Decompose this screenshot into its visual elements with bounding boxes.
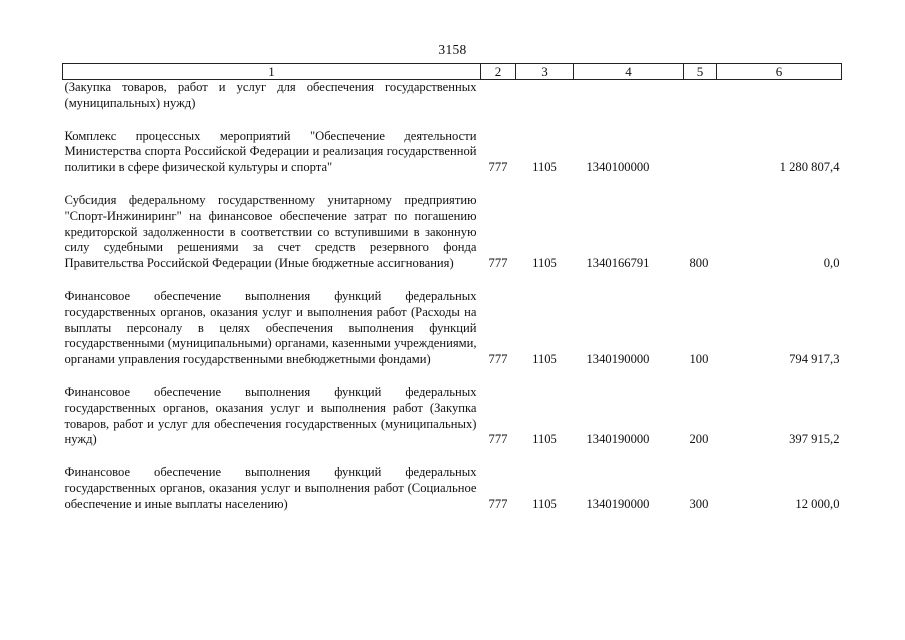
row-expense-type: 300	[689, 496, 709, 511]
row-section-code: 1105	[532, 432, 557, 447]
row-amount: 794 917,3	[789, 352, 840, 367]
row-description: Финансовое обеспечение выполнения функций федеральных государственных органов, оказания услуг и выполнения работ (Социальное обеспечение и иные выплаты населению)	[64, 465, 477, 511]
table-row	[63, 193, 842, 272]
row-spacer	[63, 112, 842, 129]
header-col-4: 4	[574, 64, 684, 80]
row-spacer	[63, 272, 842, 289]
row-target-code: 1340100000	[586, 160, 650, 175]
row-target-code: 1340166791	[586, 256, 650, 271]
row-target-code: 1340190000	[586, 496, 650, 511]
row-amount	[717, 80, 842, 112]
row-ministry-code: 777	[488, 496, 508, 511]
table-row	[63, 385, 842, 448]
row-ministry-code: 777	[488, 432, 508, 447]
row-amount: 0,0	[823, 256, 840, 271]
table-row	[63, 465, 842, 512]
row-description: Финансовое обеспечение выполнения функций федеральных государственных органов, оказания услуг и выполнения работ (Закупка товаров, работ и услуг для обеспечения государственных (муниципальных) нужд)	[64, 384, 477, 447]
row-spacer	[63, 448, 842, 465]
header-col-6: 6	[717, 64, 842, 80]
row-spacer	[63, 176, 842, 193]
header-col-5: 5	[684, 64, 717, 80]
row-section-code: 1105	[532, 496, 557, 511]
row-description: Комплекс процессных мероприятий "Обеспечение деятельности Министерства спорта Российской Федерации и реализация государственной политики в сфере физической культуры и спорта"	[64, 128, 477, 175]
table-row	[63, 289, 842, 368]
row-description: Финансовое обеспечение выполнения функций федеральных государственных органов, оказания услуг и выполнения работ (Расходы на выплаты персоналу в целях обеспечения выполнения функций государственными (муниципальными) органами, казенными учреждениями, органами управления государственными внебюджетными фондами)	[64, 288, 477, 367]
row-expense-type	[684, 80, 717, 112]
row-amount: 12 000,0	[795, 496, 840, 511]
row-target-code	[574, 80, 684, 112]
row-expense-type	[684, 129, 717, 176]
row-section-code: 1105	[532, 160, 557, 175]
row-ministry-code: 777	[488, 160, 508, 175]
row-expense-type: 200	[689, 432, 709, 447]
row-description: (Закупка товаров, работ и услуг для обеспечения государственных (муниципальных) нужд)	[64, 80, 477, 110]
row-section-code	[516, 80, 574, 112]
row-section-code: 1105	[532, 256, 557, 271]
row-section-code: 1105	[532, 352, 557, 367]
row-ministry-code: 777	[488, 352, 508, 367]
table-row	[63, 80, 842, 112]
header-col-1: 1	[63, 64, 481, 80]
header-col-2: 2	[481, 64, 516, 80]
budget-table	[62, 63, 842, 513]
row-amount: 397 915,2	[789, 432, 840, 447]
header-row	[63, 64, 842, 80]
table-body	[63, 80, 842, 513]
table-header	[63, 64, 842, 80]
row-spacer	[63, 368, 842, 385]
row-description: Субсидия федеральному государственному унитарному предприятию "Спорт-Инжиниринг" на финансовое обеспечение затрат по погашению кредиторской задолженности в соответствии со вступившими в законную силу судебными решениями за счет средств резервного фонда Правительства Российской Федерации (Иные бюджетные ассигнования)	[64, 192, 477, 271]
row-target-code: 1340190000	[586, 352, 650, 367]
row-expense-type: 100	[689, 352, 709, 367]
header-col-3: 3	[516, 64, 574, 80]
row-ministry-code	[481, 80, 516, 112]
row-target-code: 1340190000	[586, 432, 650, 447]
row-expense-type: 800	[689, 256, 709, 271]
row-amount: 1 280 807,4	[779, 160, 840, 175]
table-row	[63, 129, 842, 176]
page-number: 3158	[438, 42, 467, 57]
row-ministry-code: 777	[488, 256, 508, 271]
